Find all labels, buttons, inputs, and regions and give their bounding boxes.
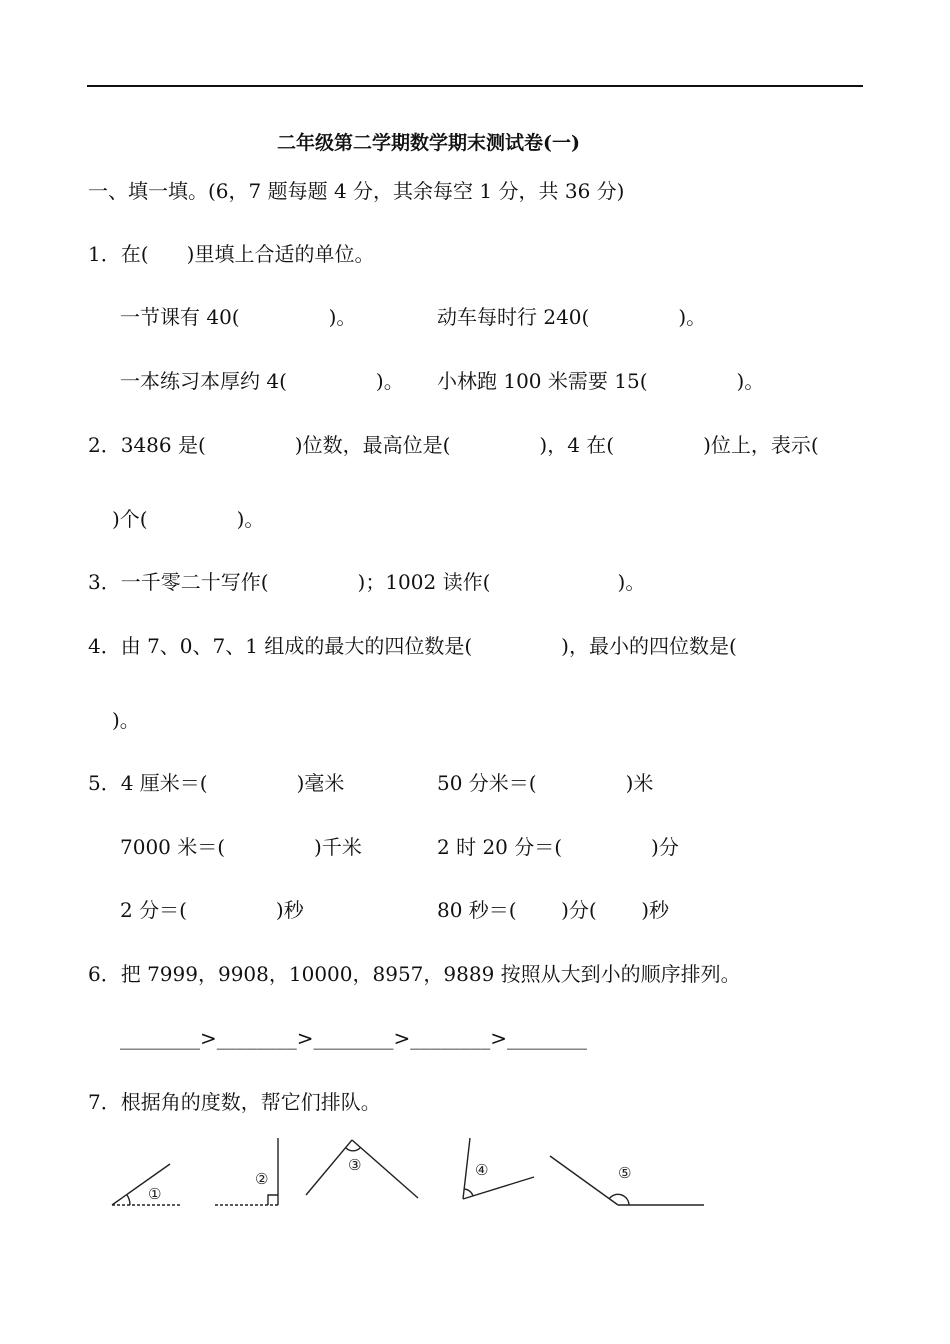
question-5-item-f: 80 秒＝( )分( )秒 [437, 898, 670, 922]
angle-label-2: ② [255, 1170, 269, 1188]
question-1-item-b: 动车每时行 240( )。 [437, 305, 707, 329]
question-5-item-c: 7000 米＝( )千米 [120, 835, 362, 859]
question-7-stem: 7．根据角的度数，帮它们排队。 [88, 1090, 381, 1114]
angle-figures [100, 1128, 720, 1213]
angle-label-3: ③ [348, 1156, 362, 1174]
question-6-answer-blanks: ________>________>________>________>________ [120, 1026, 588, 1050]
question-5-item-b: 50 分米＝( )米 [437, 771, 654, 795]
question-1-stem: 1．在( )里填上合适的单位。 [88, 242, 375, 266]
angle-2 [215, 1138, 278, 1205]
question-5-item-a: 5．4 厘米＝( )毫米 [88, 771, 345, 795]
page-title: 二年级第二学期数学期末测试卷(一) [277, 132, 580, 154]
angle-label-4: ④ [475, 1161, 489, 1179]
question-2-line-1: 2．3486 是( )位数，最高位是( )，4 在( )位上，表示( [88, 433, 819, 457]
question-4-line-1: 4．由 7、0、7、1 组成的最大的四位数是( )，最小的四位数是( [88, 634, 737, 658]
angle-5 [550, 1156, 704, 1205]
angle-label-1: ① [148, 1185, 162, 1203]
angle-label-5: ⑤ [618, 1164, 632, 1182]
angle-3 [306, 1140, 418, 1198]
top-rule [87, 85, 863, 87]
question-4-line-2: )。 [112, 708, 140, 732]
question-3: 3．一千零二十写作( )；1002 读作( )。 [88, 570, 646, 594]
question-6-stem: 6．把 7999，9908，10000，8957，9889 按照从大到小的顺序排列。 [88, 962, 741, 986]
question-5-item-e: 2 分＝( )秒 [120, 898, 304, 922]
angle-1 [112, 1164, 182, 1205]
question-5-item-d: 2 时 20 分＝( )分 [437, 835, 679, 859]
question-1-item-d: 小林跑 100 米需要 15( )。 [437, 369, 765, 393]
angle-4 [463, 1138, 534, 1199]
question-2-line-2: )个( )。 [112, 507, 265, 531]
question-1-item-c: 一本练习本厚约 4( )。 [120, 369, 404, 393]
question-1-item-a: 一节课有 40( )。 [120, 305, 357, 329]
section-heading: 一、填一填。(6，7 题每题 4 分，其余每空 1 分，共 36 分) [88, 179, 625, 203]
